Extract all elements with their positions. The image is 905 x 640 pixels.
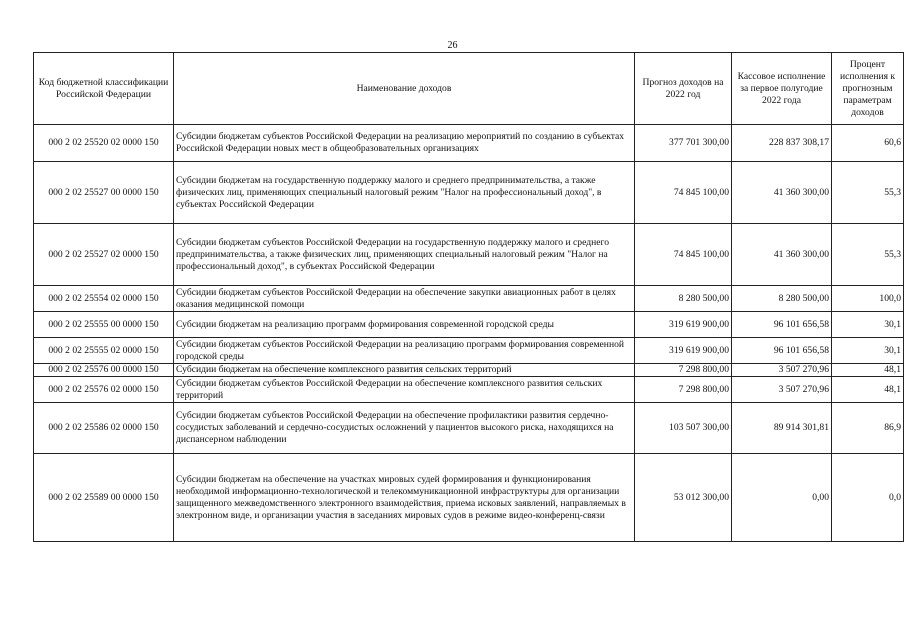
table-row [34, 162, 904, 224]
row-percent: 55,3 [832, 224, 904, 286]
row-code: 000 2 02 25527 00 0000 150 [34, 162, 174, 224]
header-percent: Процент исполнения к прогнозным параметрам доходов [832, 53, 904, 125]
row-code: 000 2 02 25554 02 0000 150 [34, 286, 174, 312]
header-code: Код бюджетной классификации Российской Федерации [34, 53, 174, 125]
row-cash: 3 507 270,96 [732, 377, 832, 403]
table-row [34, 286, 904, 312]
row-percent: 86,9 [832, 403, 904, 454]
row-code: 000 2 02 25555 00 0000 150 [34, 312, 174, 338]
row-plan: 103 507 300,00 [635, 403, 732, 454]
page-number: 26 [447, 40, 458, 51]
budget-revenue-table [33, 52, 904, 542]
table-row [34, 377, 904, 403]
row-name: Субсидии бюджетам субъектов Российской Федерации на государственную поддержку малого и среднего предпринимательства, а также физических лиц, применяющих специальный налоговый режим "Налог на профессиональный доход", в субъектах Российской Федерации [174, 224, 635, 286]
row-name: Субсидии бюджетам на реализацию программ формирования современной городской среды [174, 312, 635, 338]
row-name: Субсидии бюджетам субъектов Российской Федерации на обеспечение закупки авиационных работ в целях оказания медицинской помощи [174, 286, 635, 312]
table-row [34, 125, 904, 162]
row-code: 000 2 02 25576 02 0000 150 [34, 377, 174, 403]
row-code: 000 2 02 25589 00 0000 150 [34, 454, 174, 542]
row-cash: 41 360 300,00 [732, 162, 832, 224]
row-cash: 3 507 270,96 [732, 364, 832, 377]
table-row [34, 224, 904, 286]
row-cash: 8 280 500,00 [732, 286, 832, 312]
table-row [34, 403, 904, 454]
row-percent: 48,1 [832, 377, 904, 403]
row-name: Субсидии бюджетам на обеспечение на участках мировых судей формирования и функционирования необходимой информационно-технологической и телекоммуникационной инфраструктуры для организации защищенного межведомственного электронного взаимодействия, приема исковых заявлений, направляемых в электронном виде, и организации участия в заседаниях мировых судов в режиме видео-конференц-связи [174, 454, 635, 542]
row-plan: 319 619 900,00 [635, 338, 732, 364]
row-cash: 0,00 [732, 454, 832, 542]
row-percent: 48,1 [832, 364, 904, 377]
row-cash: 89 914 301,81 [732, 403, 832, 454]
row-percent: 0,0 [832, 454, 904, 542]
row-cash: 41 360 300,00 [732, 224, 832, 286]
table-row [34, 454, 904, 542]
row-plan: 74 845 100,00 [635, 162, 732, 224]
header-cash: Кассовое исполнение за первое полугодие 2022 года [732, 53, 832, 125]
row-code: 000 2 02 25576 00 0000 150 [34, 364, 174, 377]
row-cash: 96 101 656,58 [732, 338, 832, 364]
row-name: Субсидии бюджетам субъектов Российской Федерации на обеспечение профилактики развития сердечно-сосудистых заболеваний и сердечно-сосудистых осложнений у пациентов высокого риска, находящихся на диспансерном наблюдении [174, 403, 635, 454]
row-percent: 30,1 [832, 338, 904, 364]
table-row [34, 364, 904, 377]
table-header-row [34, 53, 904, 125]
row-plan: 74 845 100,00 [635, 224, 732, 286]
row-percent: 55,3 [832, 162, 904, 224]
table-row [34, 312, 904, 338]
row-name: Субсидии бюджетам субъектов Российской Федерации на обеспечение комплексного развития сельских территорий [174, 377, 635, 403]
row-name: Субсидии бюджетам субъектов Российской Федерации на реализацию программ формирования современной городской среды [174, 338, 635, 364]
row-percent: 100,0 [832, 286, 904, 312]
row-percent: 30,1 [832, 312, 904, 338]
row-plan: 8 280 500,00 [635, 286, 732, 312]
row-name: Субсидии бюджетам на обеспечение комплексного развития сельских территорий [174, 364, 635, 377]
row-name: Субсидии бюджетам субъектов Российской Федерации на реализацию мероприятий по созданию в субъектах Российской Федерации новых мест в общеобразовательных организациях [174, 125, 635, 162]
row-code: 000 2 02 25520 02 0000 150 [34, 125, 174, 162]
row-percent: 60,6 [832, 125, 904, 162]
header-name: Наименование доходов [174, 53, 635, 125]
row-plan: 7 298 800,00 [635, 377, 732, 403]
row-code: 000 2 02 25586 02 0000 150 [34, 403, 174, 454]
row-code: 000 2 02 25555 02 0000 150 [34, 338, 174, 364]
row-plan: 319 619 900,00 [635, 312, 732, 338]
row-plan: 7 298 800,00 [635, 364, 732, 377]
row-cash: 96 101 656,58 [732, 312, 832, 338]
table-row [34, 338, 904, 364]
row-cash: 228 837 308,17 [732, 125, 832, 162]
row-plan: 53 012 300,00 [635, 454, 732, 542]
row-name: Субсидии бюджетам на государственную поддержку малого и среднего предпринимательства, а также физических лиц, применяющих специальный налоговый режим "Налог на профессиональный доход", в субъектах Российской Федерации [174, 162, 635, 224]
row-code: 000 2 02 25527 02 0000 150 [34, 224, 174, 286]
row-plan: 377 701 300,00 [635, 125, 732, 162]
header-plan: Прогноз доходов на 2022 год [635, 53, 732, 125]
